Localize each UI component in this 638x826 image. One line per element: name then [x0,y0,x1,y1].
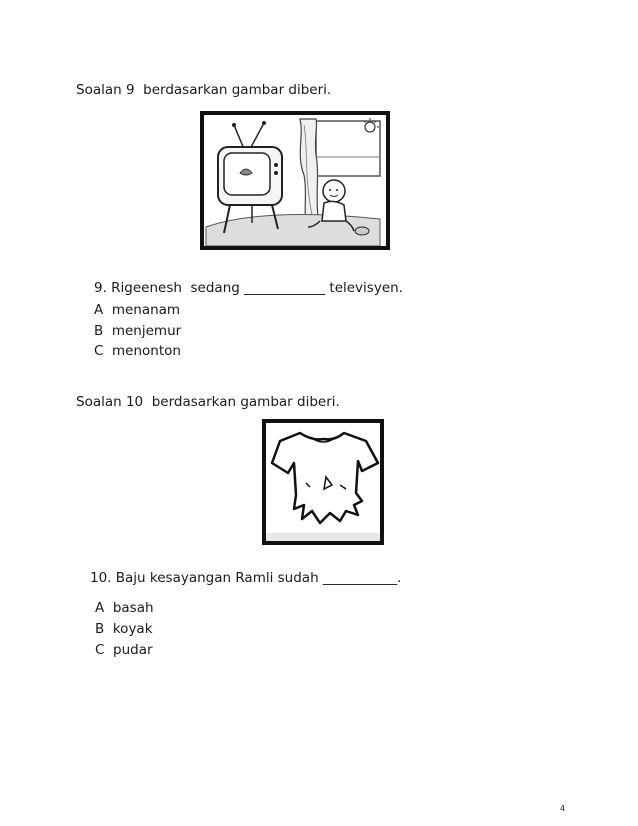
tv-illustration [200,111,390,250]
question-10-option-a: A basah [95,600,154,616]
question-10-option-c: C pudar [95,642,153,658]
question-10-text: 10. Baju kesayangan Ramli sudah ___________. [90,570,402,586]
question-9-option-a: A menanam [94,302,181,318]
question-9-intro: Soalan 9 berdasarkan gambar diberi. [76,82,332,98]
sun-icon [365,122,375,132]
question-9-option-b: B menjemur [94,323,182,339]
question-9-text: 9. Rigeenesh sedang ____________ televisyen. [94,280,403,296]
child-icon [323,180,345,202]
torn-shirt-illustration [262,419,384,545]
page-number: 4 [560,804,566,813]
question-10-option-b: B koyak [95,621,153,637]
question-10-intro: Soalan 10 berdasarkan gambar diberi. [76,394,340,410]
question-9-option-c: C menonton [94,343,181,359]
torn-shirt-icon [272,433,378,523]
